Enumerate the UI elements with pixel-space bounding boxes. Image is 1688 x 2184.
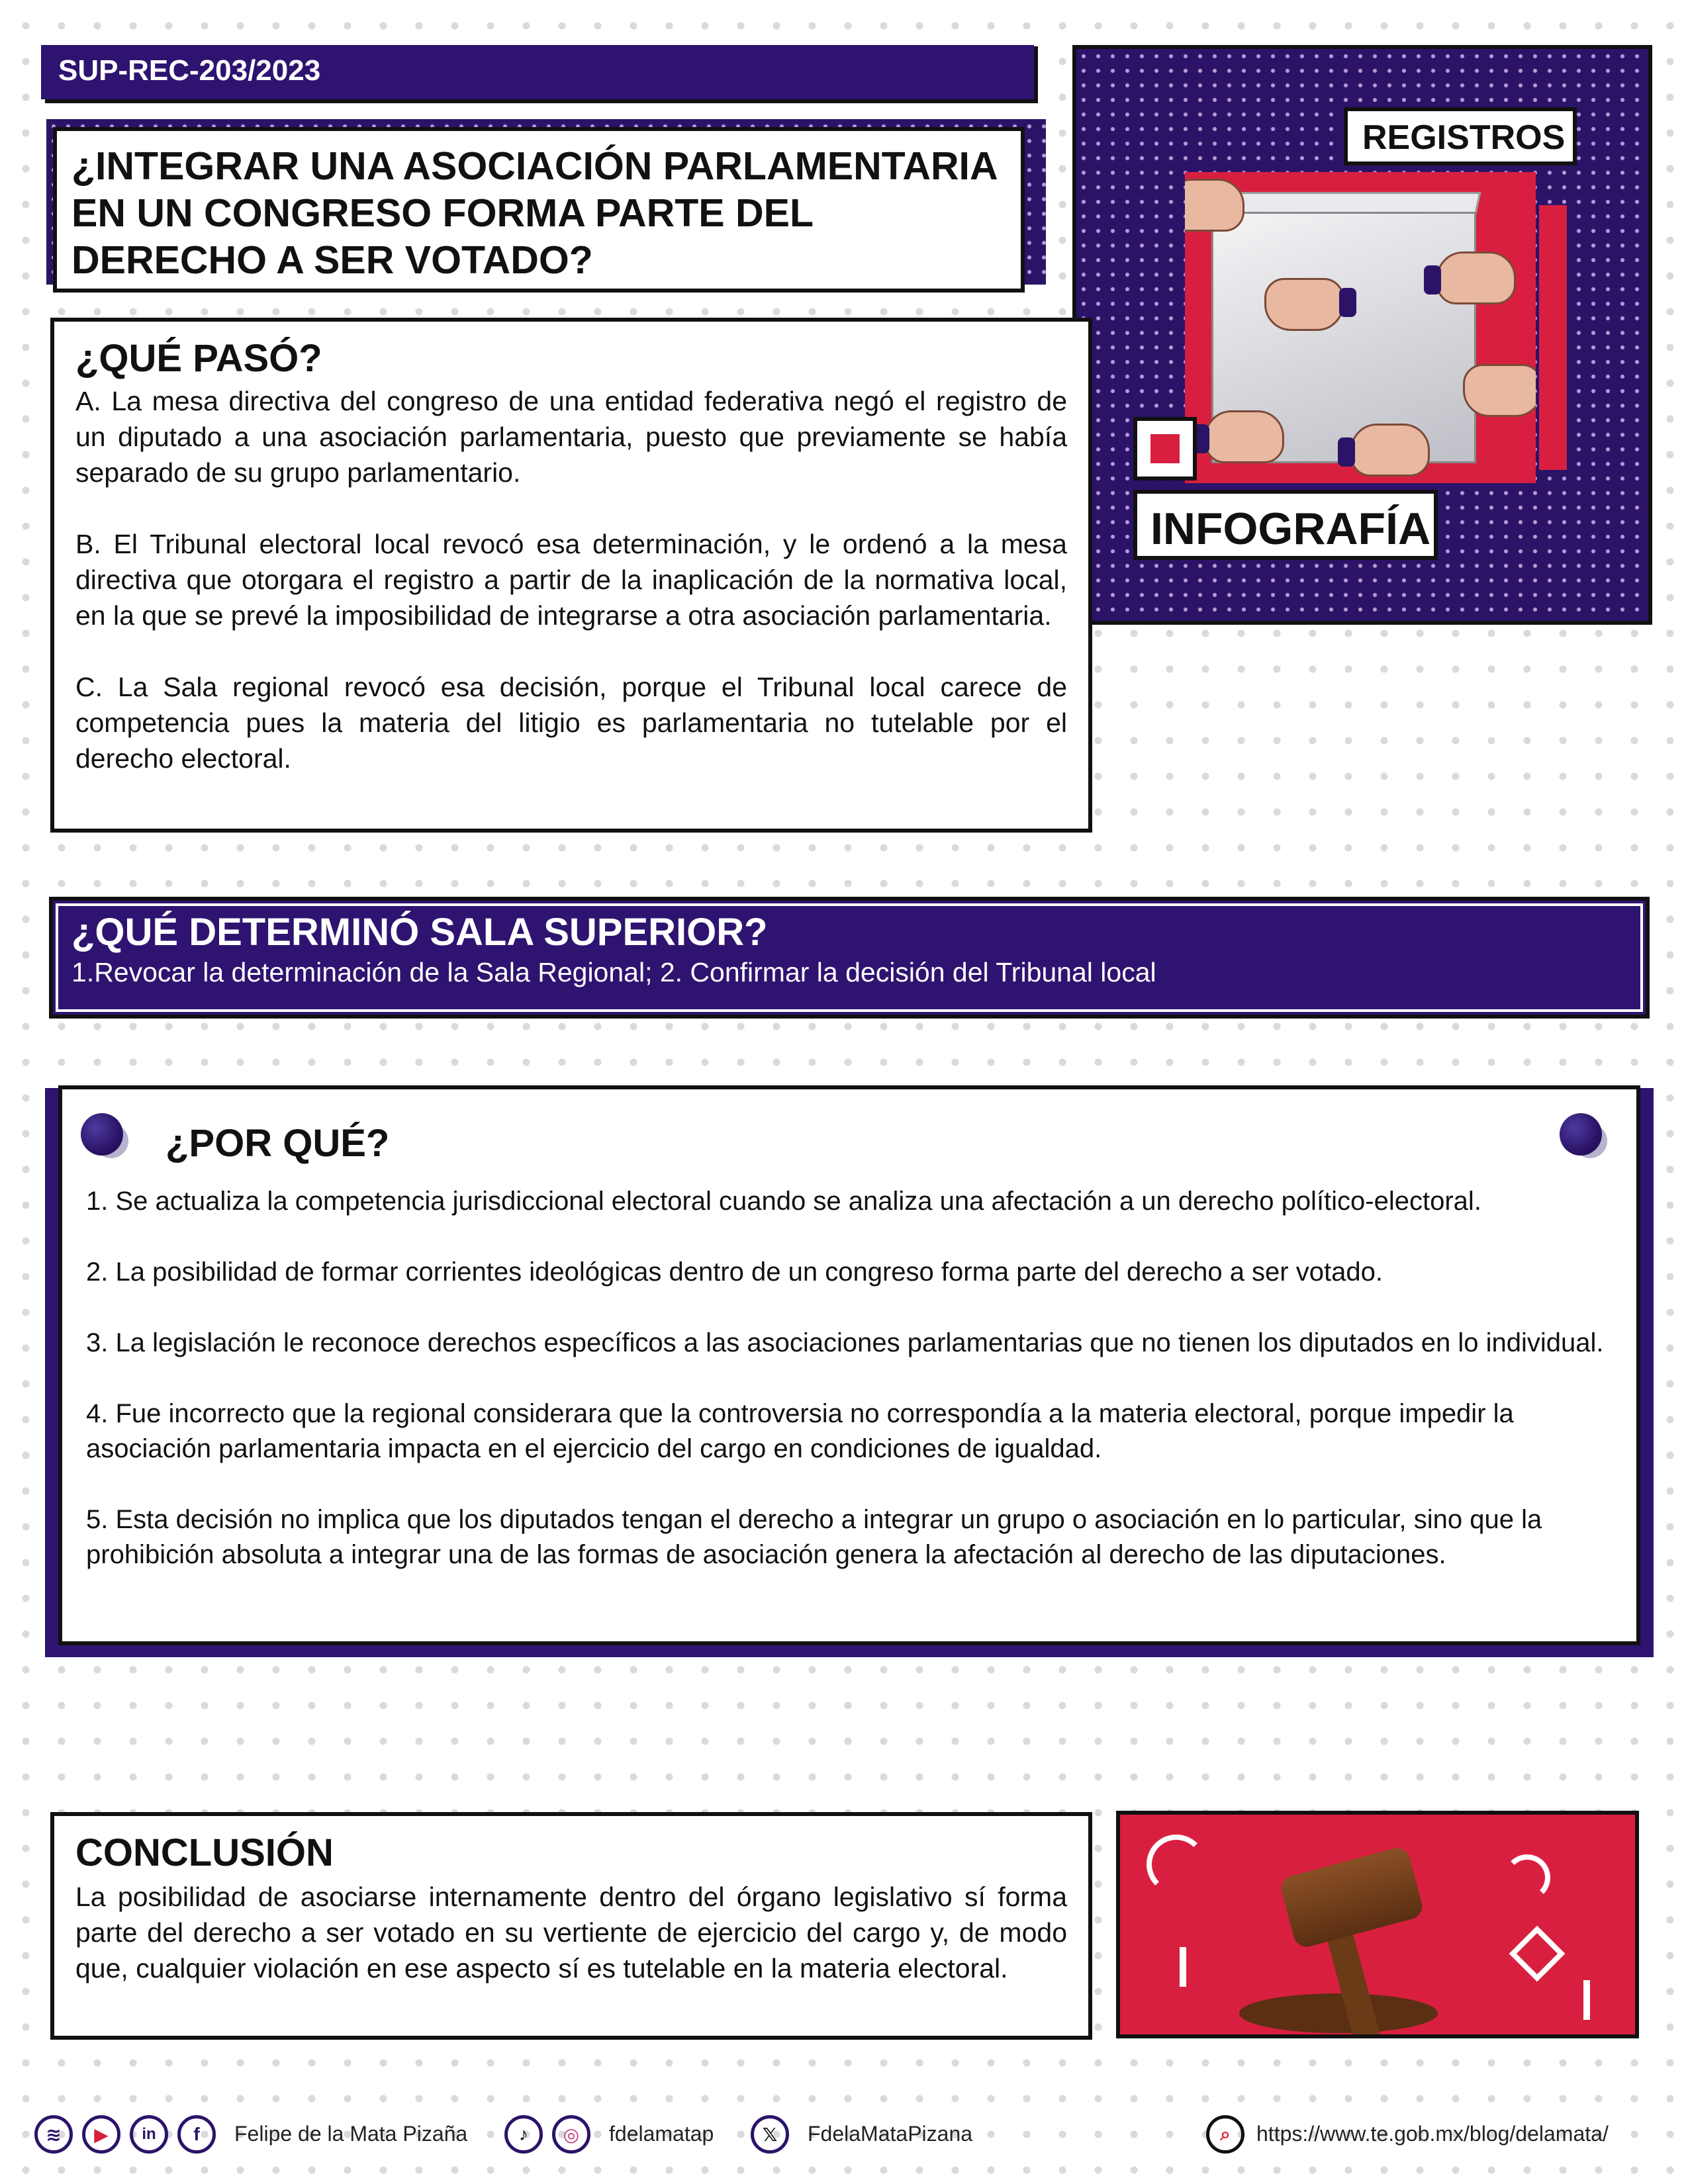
linkedin-icon[interactable]: in xyxy=(130,2115,168,2154)
gavel-image xyxy=(1116,1811,1639,2038)
decision-section xyxy=(49,897,1650,1019)
what-happened-paragraph-a: A. La mesa directiva del congreso de una entidad federativa negó el registro de un diputado a una asociación parlamentaria, puesto que previamente se había separado de su grupo parlamentario. xyxy=(75,386,1067,488)
registros-label: REGISTROS xyxy=(1344,107,1577,165)
case-number: SUP-REC-203/2023 xyxy=(41,45,1034,99)
pushpin-icon xyxy=(1560,1113,1602,1156)
what-happened-paragraph-c: C. La Sala regional revocó esa decisión, porque el Tribunal local carece de competencia pues la materia del litigio es parlamentaria no tutelable por el derecho electoral. xyxy=(75,672,1067,774)
page-title: ¿INTEGRAR UNA ASOCIACIÓN PARLAMENTARIA EN UN CONGRESO FORMA PARTE DEL DERECHO A SER VOTADO? xyxy=(71,144,997,282)
search-icon[interactable]: ⌕ xyxy=(1206,2115,1244,2154)
why-reason-5: 5. Esta decisión no implica que los diputados tengan el derecho a integrar un grupo o asociación en lo particular, sino que la prohibición absoluta a integrar una de las formas de asociación genera la afectación al derecho de las diputaciones. xyxy=(86,1505,1542,1569)
footer xyxy=(34,2115,1650,2168)
why-reason-1: 1. Se actualiza la competencia jurisdiccional electoral cuando se analiza una afectación a un derecho político-electoral. xyxy=(86,1187,1481,1216)
gavel-icon xyxy=(1278,1845,1425,1950)
instagram-icon[interactable]: ◎ xyxy=(552,2115,590,2154)
tiktok-icon[interactable]: ♪ xyxy=(504,2115,543,2154)
footer-handle-2[interactable]: FdelaMataPizana xyxy=(808,2122,973,2146)
red-square-badge xyxy=(1133,417,1197,480)
conclusion-text: La posibilidad de asociarse internamente dentro del órgano legislativo sí forma parte del derecho a ser votado en su vertiente de ejercicio del cargo y, de modo que, cualquier violación en ese aspecto sí es tutelable en la materia electoral. xyxy=(75,1882,1067,1983)
what-happened-paragraph-b: B. El Tribunal electoral local revocó esa determinación, y le ordenó a la mesa directiva que otorgara el registro a partir de la inaplicación de la normativa local, en la que se prevé la imposibilidad de integrarse a otra asociación parlamentaria. xyxy=(75,529,1067,631)
ballot-box-collage xyxy=(1185,172,1536,483)
decision-text: 1.Revocar la determinación de la Sala Regional; 2. Confirmar la decisión del Tribunal local xyxy=(71,957,1156,987)
decorative-dash xyxy=(1583,1980,1590,2020)
red-square xyxy=(1150,434,1180,463)
infografia-label: INFOGRAFÍA xyxy=(1133,490,1438,560)
facebook-icon[interactable]: f xyxy=(177,2115,216,2154)
why-reason-2: 2. La posibilidad de formar corrientes ideológicas dentro de un congreso forma parte del derecho a ser votado. xyxy=(86,1257,1383,1287)
spotify-icon[interactable]: ≋ xyxy=(34,2115,73,2154)
why-reason-4: 4. Fue incorrecto que la regional considerara que la controversia no correspondía a la materia electoral, porque impedir la asociación parlamentaria impacta en el ejercicio del cargo en condiciones de igualdad. xyxy=(86,1399,1514,1463)
what-happened-heading: ¿QUÉ PASÓ? xyxy=(75,337,322,380)
thumbs-up-icon xyxy=(1205,410,1284,463)
thumbs-up-icon xyxy=(1185,179,1244,232)
conclusion-section xyxy=(50,1812,1092,2040)
thumbs-down-icon xyxy=(1463,364,1536,417)
why-heading: ¿POR QUÉ? xyxy=(165,1122,390,1165)
footer-name[interactable]: Felipe de la Mata Pizaña xyxy=(234,2122,468,2146)
gavel-base xyxy=(1239,1993,1438,2033)
youtube-icon[interactable]: ▶ xyxy=(82,2115,120,2154)
decorative-dash xyxy=(1180,1947,1186,1987)
thumbs-down-icon xyxy=(1264,278,1344,331)
why-reason-3: 3. La legislación le reconoce derechos específicos a las asociaciones parlamentarias que no tienen los diputados en lo individual. xyxy=(86,1328,1604,1357)
thumbs-up-icon xyxy=(1436,251,1516,304)
decorative-diamond xyxy=(1509,1926,1566,1982)
what-happened-section xyxy=(50,318,1092,833)
decorative-squiggle xyxy=(1504,1854,1550,1901)
footer-handle-1[interactable]: fdelamatap xyxy=(609,2122,714,2146)
red-strip xyxy=(1539,205,1567,470)
footer-url[interactable]: https://www.te.gob.mx/blog/delamata/ xyxy=(1256,2122,1609,2146)
x-icon[interactable]: 𝕏 xyxy=(751,2115,789,2154)
decision-heading: ¿QUÉ DETERMINÓ SALA SUPERIOR? xyxy=(71,911,768,954)
title-box xyxy=(53,127,1025,293)
conclusion-heading: CONCLUSIÓN xyxy=(75,1831,334,1874)
decorative-squiggle xyxy=(1147,1835,1206,1894)
pushpin-icon xyxy=(81,1113,123,1156)
why-section xyxy=(58,1085,1640,1645)
thumbs-up-icon xyxy=(1350,424,1430,477)
